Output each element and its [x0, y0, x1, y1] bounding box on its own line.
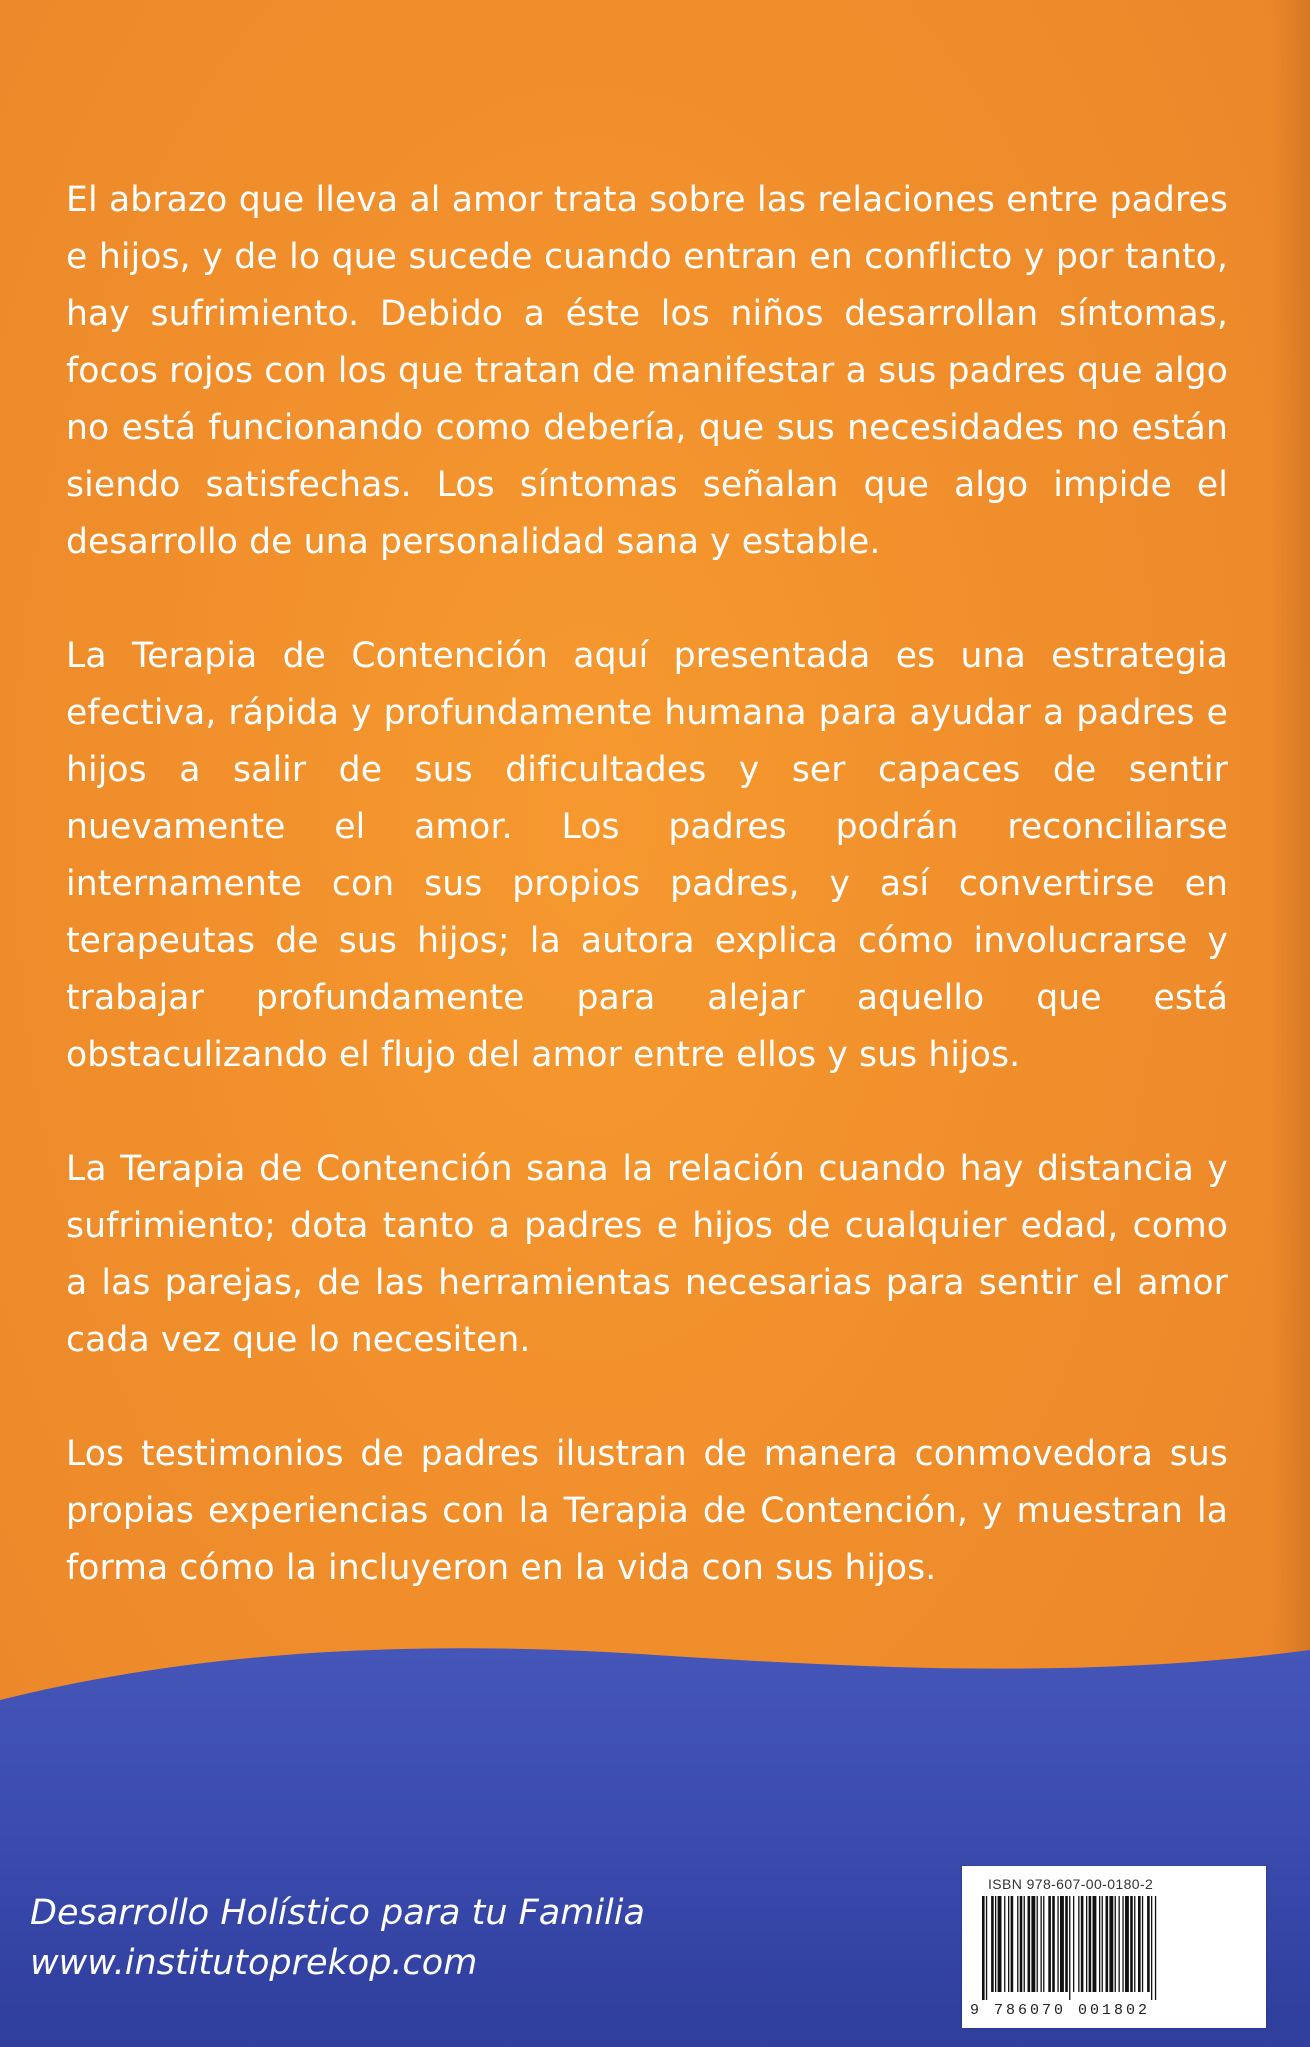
barcode-digits: 9 786070 001802 — [970, 2002, 1151, 2019]
barcode-icon — [976, 1896, 1256, 2000]
paragraph-2: La Terapia de Contención aquí presentada es una estrategia efectiva, rápida y profundamente humana para ayudar a padres e hijos a salir de sus dificultades y ser capaces de sentir nuevamente el amor. Los padres podrán reconciliarse internamente con sus propios padres, y así convertirse en terapeutas de sus hijos; la autora explica cómo involucrarse y trabajar profundamente para alejar aquello que está obstaculizando el flujo del amor entre ellos y sus hijos. — [66, 636, 1228, 1075]
description-text — [66, 172, 1228, 1654]
series-title: Desarrollo Holístico para tu Familia — [30, 1893, 645, 1933]
isbn-label: ISBN 978-607-00-0180-2 — [988, 1876, 1154, 1892]
barcode-box — [962, 1866, 1266, 2028]
paragraph-4: Los testimonios de padres ilustran de manera conmovedora sus propias experiencias con la Terapia de Contención, y muestran la forma cómo la incluyeron en la vida con sus hijos. — [66, 1434, 1228, 1588]
paragraph-3: La Terapia de Contención sana la relación cuando hay distancia y sufrimiento; dota tanto a padres e hijos de cualquier edad, como a las parejas, de las herramientas necesarias para sentir el amor cada vez que lo necesiten. — [66, 1149, 1228, 1360]
footer-text — [30, 1888, 645, 1988]
website-url: www.institutoprekop.com — [30, 1943, 478, 1983]
paragraph-1: El abrazo que lleva al amor trata sobre las relaciones entre padres e hijos, y de lo que sucede cuando entran en conflicto y por tanto, hay sufrimiento. Debido a éste los niños desarrollan síntomas, focos rojos con los que tratan de manifestar a sus padres que algo no está funcionando como debería, que sus necesidades no están siendo satisfechas. Los síntomas señalan que algo impide el desarrollo de una personalidad sana y estable. — [66, 180, 1228, 562]
